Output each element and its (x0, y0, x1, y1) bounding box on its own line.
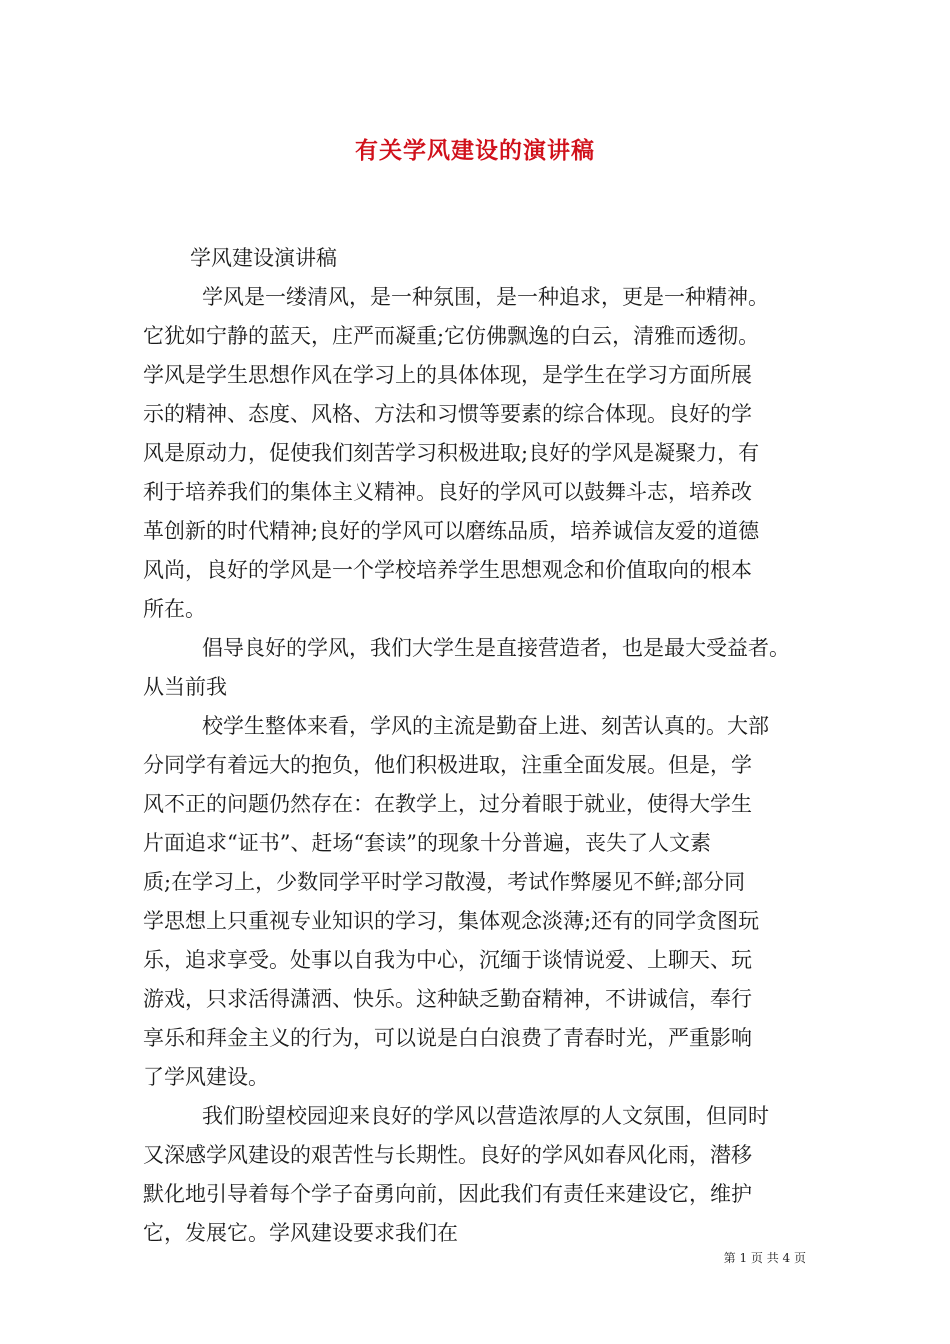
paragraph-line: 所在。 (143, 597, 206, 621)
paragraph-line: 默化地引导着每个学子奋勇向前，因此我们有责任来建设它，维护 (143, 1182, 752, 1206)
paragraph-line: 利于培养我们的集体主义精神。良好的学风可以鼓舞斗志，培养改 (143, 480, 752, 504)
paragraph-line: 倡导良好的学风，我们大学生是直接营造者，也是最大受益者。 (202, 636, 790, 660)
paragraph-line: 它犹如宁静的蓝天，庄严而凝重;它仿佛飘逸的白云，清雅而透彻。 (143, 324, 760, 348)
paragraph-line: 又深感学风建设的艰苦性与长期性。良好的学风如春风化雨，潜移 (143, 1143, 752, 1167)
paragraph-line: 从当前我 (143, 675, 227, 699)
paragraph-line: 它，发展它。学风建设要求我们在 (143, 1221, 458, 1245)
section-heading: 学风建设演讲稿 (190, 246, 337, 270)
paragraph-line: 风不正的问题仍然存在：在教学上，过分着眼于就业，使得大学生 (143, 792, 752, 816)
paragraph-line: 校学生整体来看，学风的主流是勤奋上进、刻苦认真的。大部 (202, 714, 769, 738)
document-title: 有关学风建设的演讲稿 (355, 137, 595, 164)
paragraph-line: 质;在学习上，少数同学平时学习散漫，考试作弊屡见不鲜;部分同 (143, 870, 746, 894)
paragraph-line: 学风是学生思想作风在学习上的具体体现，是学生在学习方面所展 (143, 363, 752, 387)
paragraph-line: 学思想上只重视专业知识的学习，集体观念淡薄;还有的同学贪图玩 (143, 909, 760, 933)
paragraph-line: 享乐和拜金主义的行为，可以说是白白浪费了青春时光，严重影响 (143, 1026, 752, 1050)
paragraph-line: 我们盼望校园迎来良好的学风以营造浓厚的人文氛围，但同时 (202, 1104, 769, 1128)
paragraph-line: 分同学有着远大的抱负，他们积极进取，注重全面发展。但是，学 (143, 753, 752, 777)
paragraph-line: 风尚，良好的学风是一个学校培养学生思想观念和价值取向的根本 (143, 558, 752, 582)
paragraph-line: 革创新的时代精神;良好的学风可以磨练品质，培养诚信友爱的道德 (143, 519, 760, 543)
paragraph-line: 风是原动力，促使我们刻苦学习积极进取;良好的学风是凝聚力，有 (143, 441, 760, 465)
page-number-footer: 第 1 页 共 4 页 (723, 1251, 806, 1265)
paragraph-line: 乐，追求享受。处事以自我为中心，沉缅于谈情说爱、上聊天、玩 (143, 948, 752, 972)
paragraph-line: 片面追求“证书”、赶场“套读”的现象十分普遍，丧失了人文素 (143, 831, 711, 855)
paragraph-line: 游戏，只求活得潇洒、快乐。这种缺乏勤奋精神，不讲诚信，奉行 (143, 987, 752, 1011)
paragraph-line: 学风是一缕清风，是一种氛围，是一种追求，更是一种精神。 (202, 285, 769, 309)
paragraph-line: 了学风建设。 (143, 1065, 269, 1089)
document-body (143, 239, 813, 1253)
paragraph-line: 示的精神、态度、风格、方法和习惯等要素的综合体现。良好的学 (143, 402, 752, 426)
